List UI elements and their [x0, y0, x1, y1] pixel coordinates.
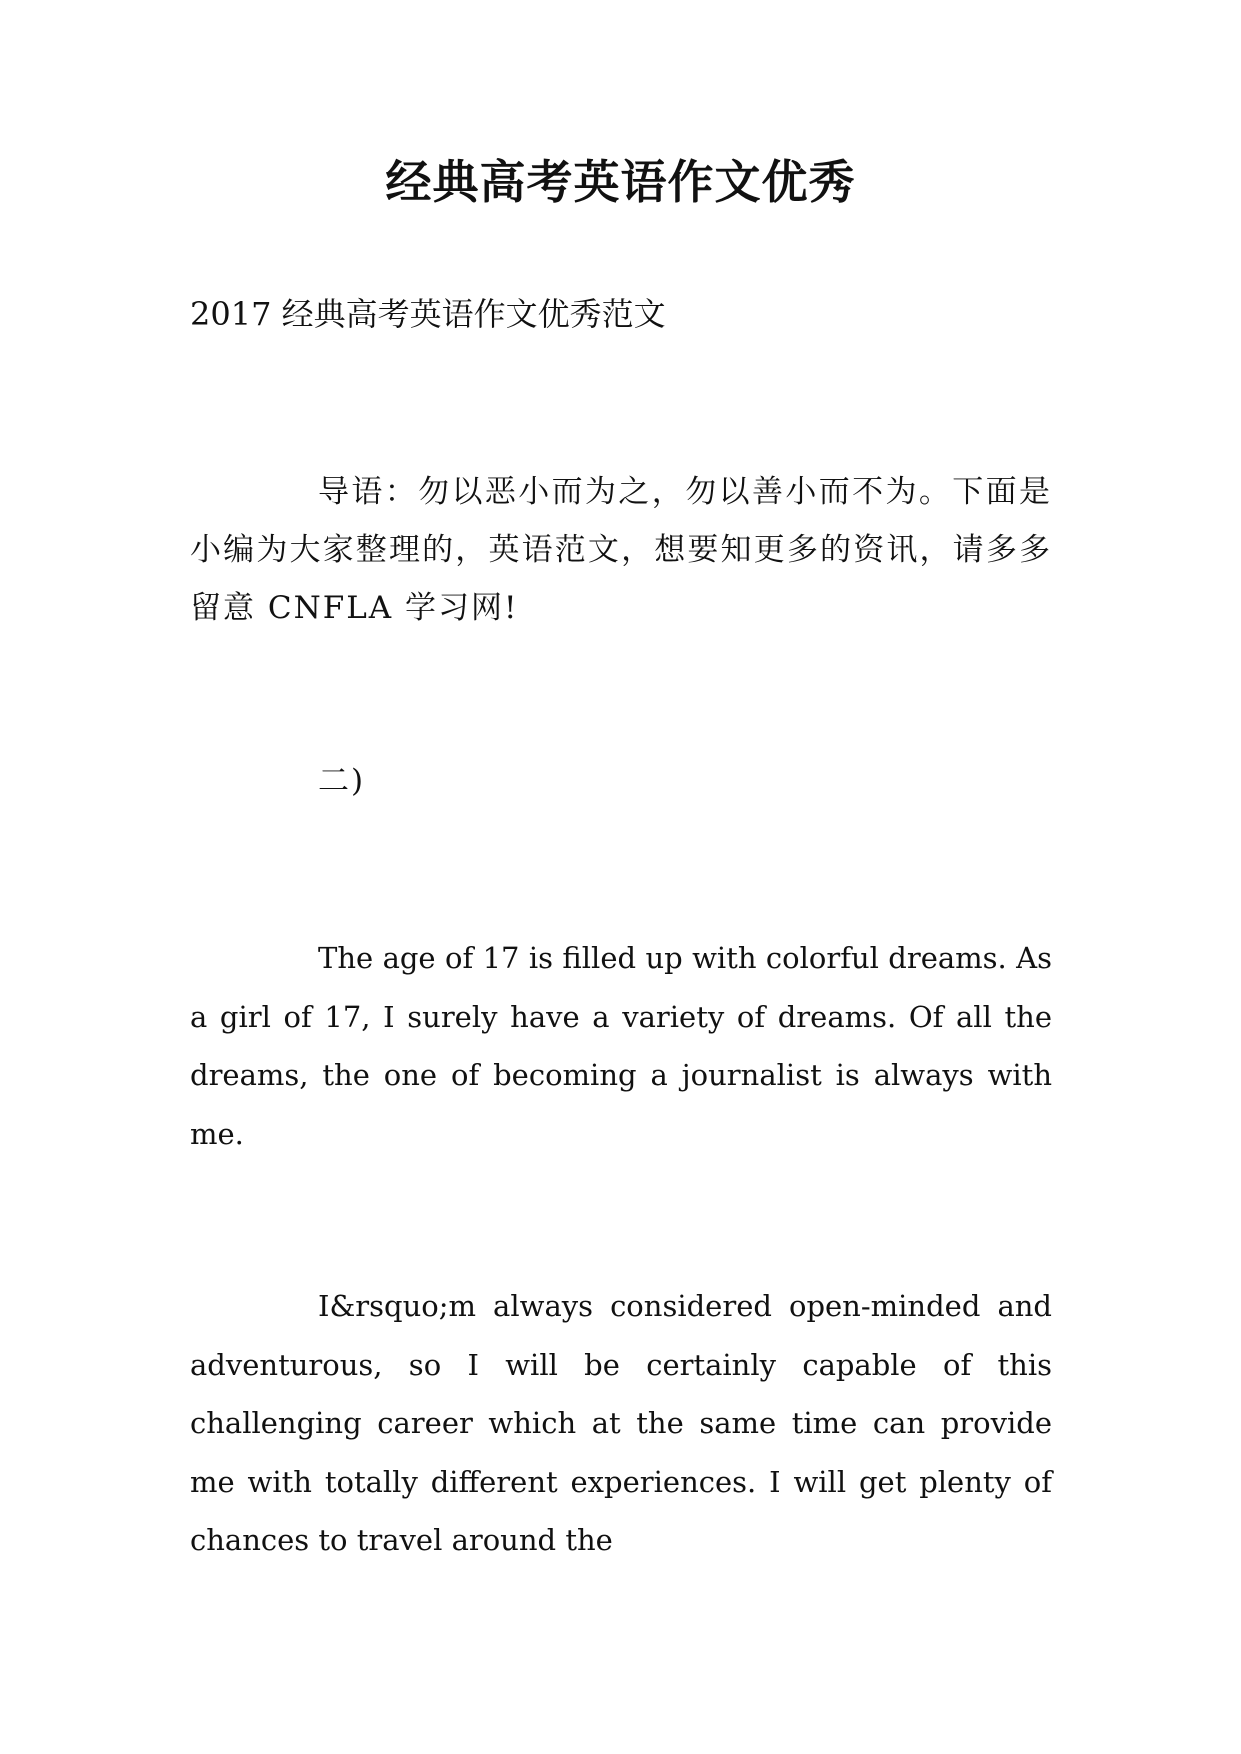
body-paragraph-1: The age of 17 is filled up with colorful dreams. As a girl of 17, I surely have a variety of dreams. Of all the dreams, the one of becoming a journalist is always with me.: [190, 941, 1052, 1151]
document-title: 经典高考英语作文优秀: [385, 155, 856, 209]
intro-paragraph: 导语：勿以恶小而为之，勿以善小而不为。下面是小编为大家整理的，英语范文，想要知更多的资讯，请多多留意 CNFLA 学习网!: [190, 474, 1052, 626]
body-paragraph-2: I&rsquo;m always considered open-minded and adventurous, so I will be certainly capable of this challenging career which at the same time can provide me with totally different experiences. I will get plenty of chances to travel around the: [190, 1289, 1052, 1557]
document-subtitle: 2017 经典高考英语作文优秀范文: [190, 295, 666, 333]
section-marker: 二): [318, 763, 366, 799]
